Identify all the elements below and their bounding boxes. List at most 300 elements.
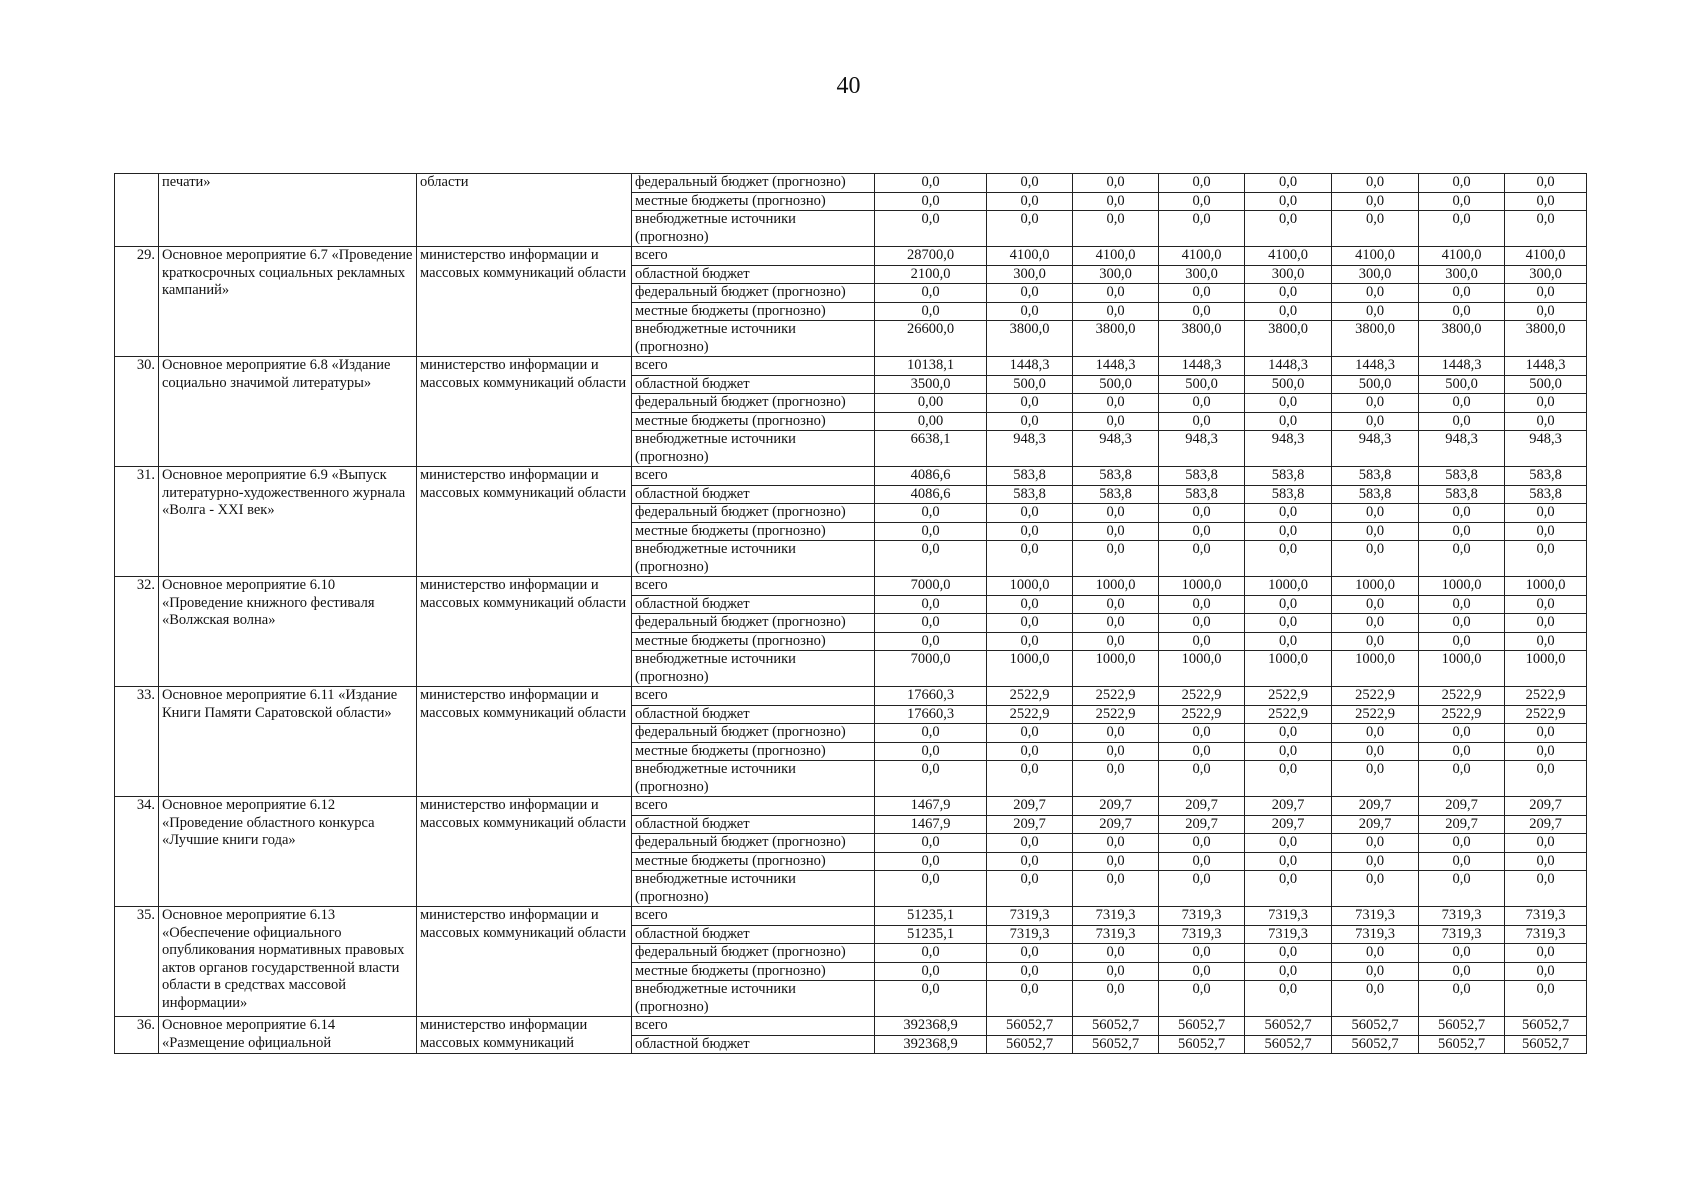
amount-cell: 0,0: [875, 284, 987, 303]
amount-cell: 0,0: [1245, 962, 1332, 981]
amount-cell: 500,0: [1159, 375, 1245, 394]
amount-cell: 0,0: [987, 192, 1073, 211]
amount-cell: 0,0: [1159, 211, 1245, 247]
amount-cell: 0,0: [875, 871, 987, 907]
amount-cell: 3500,0: [875, 375, 987, 394]
table-row: [115, 247, 1587, 266]
amount-cell: 0,0: [1159, 981, 1245, 1017]
amount-cell: 56052,7: [1419, 1035, 1505, 1054]
funding-source-cell: местные бюджеты (прогнозно): [632, 522, 875, 541]
amount-cell: 0,0: [1419, 742, 1505, 761]
funding-source-cell: всего: [632, 797, 875, 816]
funding-source-cell: местные бюджеты (прогнозно): [632, 412, 875, 431]
amount-cell: 56052,7: [1159, 1035, 1245, 1054]
amount-cell: 209,7: [1245, 797, 1332, 816]
amount-cell: 0,0: [1505, 174, 1587, 193]
amount-cell: 500,0: [1505, 375, 1587, 394]
amount-cell: 1448,3: [1245, 357, 1332, 376]
amount-cell: 0,0: [875, 302, 987, 321]
amount-cell: 0,0: [1245, 504, 1332, 523]
amount-cell: 0,0: [1159, 174, 1245, 193]
amount-cell: 7319,3: [1159, 907, 1245, 926]
amount-cell: 0,0: [1419, 174, 1505, 193]
amount-cell: 0,0: [1245, 302, 1332, 321]
amount-cell: 1000,0: [987, 651, 1073, 687]
amount-cell: 0,0: [987, 632, 1073, 651]
amount-cell: 4100,0: [1505, 247, 1587, 266]
amount-cell: 56052,7: [1332, 1035, 1419, 1054]
amount-cell: 0,0: [1073, 962, 1159, 981]
amount-cell: 2522,9: [1419, 687, 1505, 706]
amount-cell: 583,8: [1419, 467, 1505, 486]
amount-cell: 56052,7: [987, 1035, 1073, 1054]
amount-cell: 583,8: [1505, 485, 1587, 504]
activity-name-cell: Основное мероприятие 6.10 «Проведение книжного фестиваля «Волжская волна»: [159, 577, 417, 687]
activity-name-cell: Основное мероприятие 6.13 «Обеспечение официального опубликования нормативных правовых актов органов государственной власти области в средствах массовой информации»: [159, 907, 417, 1017]
row-number-cell: 31.: [115, 467, 159, 577]
activity-name-cell: Основное мероприятие 6.11 «Издание Книги Памяти Саратовской области»: [159, 687, 417, 797]
amount-cell: 0,0: [1419, 541, 1505, 577]
amount-cell: 0,0: [1073, 504, 1159, 523]
amount-cell: 7319,3: [1505, 907, 1587, 926]
amount-cell: 56052,7: [1419, 1017, 1505, 1036]
amount-cell: 4100,0: [1073, 247, 1159, 266]
funding-source-cell: областной бюджет: [632, 925, 875, 944]
activity-name-cell: Основное мероприятие 6.8 «Издание социально значимой литературы»: [159, 357, 417, 467]
amount-cell: 0,0: [1419, 724, 1505, 743]
amount-cell: 0,0: [1159, 192, 1245, 211]
executor-cell: министерство информации и массовых коммуникаций области: [417, 357, 632, 467]
amount-cell: 0,0: [1073, 192, 1159, 211]
amount-cell: 0,0: [1245, 284, 1332, 303]
table-row: [115, 907, 1587, 926]
amount-cell: 26600,0: [875, 321, 987, 357]
amount-cell: 209,7: [1419, 815, 1505, 834]
amount-cell: 7319,3: [987, 907, 1073, 926]
amount-cell: 0,0: [1505, 284, 1587, 303]
amount-cell: 2522,9: [1245, 705, 1332, 724]
amount-cell: 7319,3: [1245, 907, 1332, 926]
amount-cell: 0,0: [1073, 394, 1159, 413]
amount-cell: 0,0: [987, 504, 1073, 523]
amount-cell: 56052,7: [1505, 1035, 1587, 1054]
amount-cell: 0,0: [1505, 742, 1587, 761]
amount-cell: 1000,0: [1332, 651, 1419, 687]
activity-name-cell: Основное мероприятие 6.12 «Проведение областного конкурса «Лучшие книги года»: [159, 797, 417, 907]
amount-cell: 0,0: [875, 761, 987, 797]
amount-cell: 4100,0: [987, 247, 1073, 266]
amount-cell: 0,0: [987, 962, 1073, 981]
amount-cell: 7319,3: [1505, 925, 1587, 944]
executor-cell: министерство информации и массовых коммуникаций области: [417, 797, 632, 907]
funding-source-cell: федеральный бюджет (прогнозно): [632, 174, 875, 193]
amount-cell: 0,0: [1159, 852, 1245, 871]
amount-cell: 2522,9: [1419, 705, 1505, 724]
amount-cell: 0,0: [1419, 284, 1505, 303]
amount-cell: 0,0: [1245, 211, 1332, 247]
amount-cell: 7319,3: [1419, 925, 1505, 944]
table-body: [115, 174, 1587, 1054]
funding-source-cell: областной бюджет: [632, 375, 875, 394]
amount-cell: 2522,9: [1505, 687, 1587, 706]
amount-cell: 0,0: [1505, 211, 1587, 247]
amount-cell: 209,7: [987, 815, 1073, 834]
funding-source-cell: всего: [632, 467, 875, 486]
amount-cell: 583,8: [1505, 467, 1587, 486]
amount-cell: 0,0: [1073, 981, 1159, 1017]
amount-cell: 56052,7: [1245, 1035, 1332, 1054]
amount-cell: 0,0: [1159, 724, 1245, 743]
funding-source-cell: всего: [632, 577, 875, 596]
amount-cell: 0,0: [1159, 742, 1245, 761]
amount-cell: 56052,7: [1332, 1017, 1419, 1036]
amount-cell: 0,0: [1245, 541, 1332, 577]
amount-cell: 209,7: [1245, 815, 1332, 834]
amount-cell: 0,0: [875, 742, 987, 761]
amount-cell: 0,0: [1505, 595, 1587, 614]
table-row: [115, 687, 1587, 706]
amount-cell: 7319,3: [1073, 925, 1159, 944]
amount-cell: 209,7: [1332, 815, 1419, 834]
amount-cell: 51235,1: [875, 907, 987, 926]
funding-source-cell: внебюджетные источники (прогнозно): [632, 871, 875, 907]
amount-cell: 0,0: [987, 742, 1073, 761]
amount-cell: 0,0: [1419, 211, 1505, 247]
page-number: 40: [836, 73, 861, 99]
amount-cell: 583,8: [1245, 467, 1332, 486]
amount-cell: 7319,3: [1159, 925, 1245, 944]
amount-cell: 1448,3: [1159, 357, 1245, 376]
amount-cell: 4100,0: [1245, 247, 1332, 266]
amount-cell: 2100,0: [875, 265, 987, 284]
amount-cell: 0,0: [1245, 724, 1332, 743]
amount-cell: 500,0: [987, 375, 1073, 394]
amount-cell: 0,0: [1245, 595, 1332, 614]
amount-cell: 0,0: [1159, 504, 1245, 523]
executor-cell: министерство информации и массовых коммуникаций области: [417, 577, 632, 687]
amount-cell: 0,0: [1419, 834, 1505, 853]
amount-cell: 0,0: [987, 211, 1073, 247]
amount-cell: 6638,1: [875, 431, 987, 467]
table-row: [115, 467, 1587, 486]
amount-cell: 7000,0: [875, 651, 987, 687]
amount-cell: 500,0: [1245, 375, 1332, 394]
funding-source-cell: внебюджетные источники (прогнозно): [632, 541, 875, 577]
amount-cell: 0,0: [987, 614, 1073, 633]
amount-cell: 0,0: [1505, 412, 1587, 431]
amount-cell: 0,0: [1073, 522, 1159, 541]
amount-cell: 0,0: [1159, 284, 1245, 303]
amount-cell: 0,0: [875, 614, 987, 633]
amount-cell: 948,3: [1505, 431, 1587, 467]
amount-cell: 0,0: [1159, 595, 1245, 614]
amount-cell: 583,8: [987, 467, 1073, 486]
funding-table: [114, 173, 1587, 1054]
amount-cell: 3800,0: [1505, 321, 1587, 357]
amount-cell: 0,0: [1245, 852, 1332, 871]
amount-cell: 0,0: [875, 595, 987, 614]
amount-cell: 300,0: [1332, 265, 1419, 284]
amount-cell: 0,0: [1505, 302, 1587, 321]
amount-cell: 583,8: [1332, 485, 1419, 504]
amount-cell: 4100,0: [1419, 247, 1505, 266]
amount-cell: 0,0: [1159, 761, 1245, 797]
funding-source-cell: всего: [632, 357, 875, 376]
funding-source-cell: внебюджетные источники (прогнозно): [632, 431, 875, 467]
funding-source-cell: федеральный бюджет (прогнозно): [632, 944, 875, 963]
amount-cell: 0,0: [1073, 412, 1159, 431]
amount-cell: 0,0: [875, 834, 987, 853]
amount-cell: 0,0: [1419, 761, 1505, 797]
amount-cell: 2522,9: [987, 687, 1073, 706]
amount-cell: 209,7: [1073, 797, 1159, 816]
amount-cell: 0,0: [1245, 871, 1332, 907]
funding-source-cell: областной бюджет: [632, 815, 875, 834]
amount-cell: 0,0: [875, 174, 987, 193]
amount-cell: 0,0: [875, 724, 987, 743]
amount-cell: 0,0: [1419, 595, 1505, 614]
row-number-cell: 36.: [115, 1017, 159, 1054]
amount-cell: 1000,0: [1419, 651, 1505, 687]
amount-cell: 4086,6: [875, 467, 987, 486]
amount-cell: 0,0: [1332, 944, 1419, 963]
amount-cell: 0,0: [1505, 632, 1587, 651]
amount-cell: 0,0: [1073, 614, 1159, 633]
amount-cell: 0,0: [1419, 981, 1505, 1017]
amount-cell: 56052,7: [1073, 1035, 1159, 1054]
amount-cell: 1000,0: [1159, 651, 1245, 687]
amount-cell: 51235,1: [875, 925, 987, 944]
amount-cell: 583,8: [1073, 485, 1159, 504]
funding-source-cell: областной бюджет: [632, 485, 875, 504]
funding-source-cell: внебюджетные источники (прогнозно): [632, 651, 875, 687]
amount-cell: 1000,0: [1505, 651, 1587, 687]
amount-cell: 0,0: [875, 541, 987, 577]
amount-cell: 17660,3: [875, 687, 987, 706]
amount-cell: 0,0: [1073, 174, 1159, 193]
amount-cell: 17660,3: [875, 705, 987, 724]
amount-cell: 0,0: [1159, 962, 1245, 981]
amount-cell: 209,7: [1505, 815, 1587, 834]
amount-cell: 0,0: [1073, 834, 1159, 853]
amount-cell: 0,0: [1245, 522, 1332, 541]
funding-source-cell: федеральный бюджет (прогнозно): [632, 284, 875, 303]
amount-cell: 0,0: [1332, 541, 1419, 577]
amount-cell: 0,0: [1419, 871, 1505, 907]
executor-cell: министерство информации и массовых коммуникаций области: [417, 247, 632, 357]
amount-cell: 0,0: [1419, 852, 1505, 871]
amount-cell: 0,0: [1332, 595, 1419, 614]
amount-cell: 7319,3: [1332, 907, 1419, 926]
amount-cell: 56052,7: [1505, 1017, 1587, 1036]
amount-cell: 0,0: [1245, 412, 1332, 431]
amount-cell: 1467,9: [875, 797, 987, 816]
amount-cell: 0,0: [1332, 614, 1419, 633]
amount-cell: 1000,0: [1505, 577, 1587, 596]
funding-source-cell: федеральный бюджет (прогнозно): [632, 724, 875, 743]
amount-cell: 0,0: [1419, 614, 1505, 633]
amount-cell: 583,8: [1073, 467, 1159, 486]
amount-cell: 209,7: [987, 797, 1073, 816]
amount-cell: 209,7: [1159, 815, 1245, 834]
amount-cell: 0,0: [1073, 761, 1159, 797]
amount-cell: 209,7: [1159, 797, 1245, 816]
amount-cell: 392368,9: [875, 1017, 987, 1036]
amount-cell: 0,0: [875, 192, 987, 211]
amount-cell: 3800,0: [987, 321, 1073, 357]
amount-cell: 0,0: [1073, 871, 1159, 907]
amount-cell: 0,0: [875, 504, 987, 523]
table-row: [115, 174, 1587, 193]
amount-cell: 0,0: [987, 944, 1073, 963]
amount-cell: 583,8: [987, 485, 1073, 504]
amount-cell: 0,0: [1073, 302, 1159, 321]
amount-cell: 948,3: [1245, 431, 1332, 467]
table-row: [115, 797, 1587, 816]
amount-cell: 0,0: [1505, 614, 1587, 633]
activity-name-cell: Основное мероприятие 6.7 «Проведение краткосрочных социальных рекламных кампаний»: [159, 247, 417, 357]
amount-cell: 0,0: [1332, 962, 1419, 981]
amount-cell: 0,0: [987, 871, 1073, 907]
amount-cell: 583,8: [1245, 485, 1332, 504]
amount-cell: 948,3: [1419, 431, 1505, 467]
amount-cell: 1448,3: [1073, 357, 1159, 376]
amount-cell: 0,0: [1073, 724, 1159, 743]
amount-cell: 0,0: [1073, 284, 1159, 303]
amount-cell: 583,8: [1332, 467, 1419, 486]
amount-cell: 2522,9: [1159, 705, 1245, 724]
amount-cell: 0,0: [1245, 614, 1332, 633]
funding-source-cell: федеральный бюджет (прогнозно): [632, 834, 875, 853]
amount-cell: 3800,0: [1073, 321, 1159, 357]
funding-source-cell: федеральный бюджет (прогнозно): [632, 614, 875, 633]
amount-cell: 0,0: [1505, 962, 1587, 981]
funding-source-cell: всего: [632, 247, 875, 266]
amount-cell: 300,0: [1159, 265, 1245, 284]
amount-cell: 2522,9: [1245, 687, 1332, 706]
funding-source-cell: всего: [632, 1017, 875, 1036]
amount-cell: 0,0: [1332, 742, 1419, 761]
amount-cell: 0,0: [1245, 632, 1332, 651]
amount-cell: 209,7: [1332, 797, 1419, 816]
amount-cell: 209,7: [1073, 815, 1159, 834]
amount-cell: 0,0: [1332, 192, 1419, 211]
amount-cell: 1000,0: [1245, 651, 1332, 687]
amount-cell: 0,0: [1505, 944, 1587, 963]
amount-cell: 1000,0: [1245, 577, 1332, 596]
amount-cell: 0,00: [875, 412, 987, 431]
amount-cell: 3800,0: [1159, 321, 1245, 357]
row-number-cell: 34.: [115, 797, 159, 907]
amount-cell: 0,0: [1332, 522, 1419, 541]
amount-cell: 3800,0: [1419, 321, 1505, 357]
amount-cell: 0,0: [1505, 852, 1587, 871]
amount-cell: 0,0: [875, 852, 987, 871]
amount-cell: 0,0: [1419, 504, 1505, 523]
activity-name-cell: печати»: [159, 174, 417, 247]
amount-cell: 0,0: [875, 981, 987, 1017]
amount-cell: 0,0: [1245, 394, 1332, 413]
amount-cell: 0,0: [1505, 761, 1587, 797]
amount-cell: 0,00: [875, 394, 987, 413]
amount-cell: 0,0: [1159, 614, 1245, 633]
amount-cell: 209,7: [1505, 797, 1587, 816]
amount-cell: 0,0: [987, 284, 1073, 303]
funding-source-cell: федеральный бюджет (прогнозно): [632, 504, 875, 523]
amount-cell: 0,0: [1332, 852, 1419, 871]
executor-cell: министерство информации массовых коммуникаций: [417, 1017, 632, 1054]
funding-source-cell: областной бюджет: [632, 265, 875, 284]
amount-cell: 0,0: [987, 412, 1073, 431]
amount-cell: 0,0: [987, 541, 1073, 577]
amount-cell: 0,0: [1245, 944, 1332, 963]
amount-cell: 2522,9: [1332, 687, 1419, 706]
funding-source-cell: областной бюджет: [632, 705, 875, 724]
amount-cell: 0,0: [987, 981, 1073, 1017]
amount-cell: 3800,0: [1332, 321, 1419, 357]
amount-cell: 7000,0: [875, 577, 987, 596]
row-number-cell: 33.: [115, 687, 159, 797]
amount-cell: 4100,0: [1332, 247, 1419, 266]
amount-cell: 0,0: [1505, 981, 1587, 1017]
amount-cell: 0,0: [1332, 394, 1419, 413]
amount-cell: 0,0: [875, 944, 987, 963]
amount-cell: 0,0: [1073, 742, 1159, 761]
amount-cell: 0,0: [1073, 852, 1159, 871]
amount-cell: 0,0: [1159, 871, 1245, 907]
amount-cell: 583,8: [1159, 467, 1245, 486]
amount-cell: 2522,9: [1332, 705, 1419, 724]
amount-cell: 583,8: [1419, 485, 1505, 504]
amount-cell: 0,0: [1159, 394, 1245, 413]
amount-cell: 0,0: [1159, 541, 1245, 577]
amount-cell: 0,0: [1505, 871, 1587, 907]
amount-cell: 0,0: [1419, 944, 1505, 963]
amount-cell: 0,0: [1159, 522, 1245, 541]
amount-cell: 0,0: [1159, 834, 1245, 853]
amount-cell: 1448,3: [1332, 357, 1419, 376]
executor-cell: министерство информации и массовых коммуникаций области: [417, 467, 632, 577]
amount-cell: 0,0: [987, 724, 1073, 743]
amount-cell: 1448,3: [1419, 357, 1505, 376]
amount-cell: 2522,9: [1073, 687, 1159, 706]
funding-source-cell: внебюджетные источники (прогнозно): [632, 761, 875, 797]
funding-source-cell: всего: [632, 687, 875, 706]
amount-cell: 4100,0: [1159, 247, 1245, 266]
amount-cell: 0,0: [1419, 302, 1505, 321]
amount-cell: 1448,3: [987, 357, 1073, 376]
activity-name-cell: Основное мероприятие 6.14 «Размещение официальной: [159, 1017, 417, 1054]
amount-cell: 948,3: [987, 431, 1073, 467]
amount-cell: 28700,0: [875, 247, 987, 266]
amount-cell: 2522,9: [1505, 705, 1587, 724]
amount-cell: 1000,0: [1073, 577, 1159, 596]
funding-source-cell: внебюджетные источники (прогнозно): [632, 981, 875, 1017]
amount-cell: 500,0: [1073, 375, 1159, 394]
amount-cell: 948,3: [1073, 431, 1159, 467]
amount-cell: 56052,7: [987, 1017, 1073, 1036]
amount-cell: 1000,0: [1073, 651, 1159, 687]
amount-cell: 300,0: [1505, 265, 1587, 284]
funding-source-cell: местные бюджеты (прогнозно): [632, 742, 875, 761]
amount-cell: 0,0: [1505, 724, 1587, 743]
amount-cell: 0,0: [1159, 632, 1245, 651]
amount-cell: 1000,0: [1159, 577, 1245, 596]
amount-cell: 0,0: [1245, 192, 1332, 211]
amount-cell: 0,0: [1332, 412, 1419, 431]
amount-cell: 0,0: [1332, 302, 1419, 321]
amount-cell: 1000,0: [987, 577, 1073, 596]
